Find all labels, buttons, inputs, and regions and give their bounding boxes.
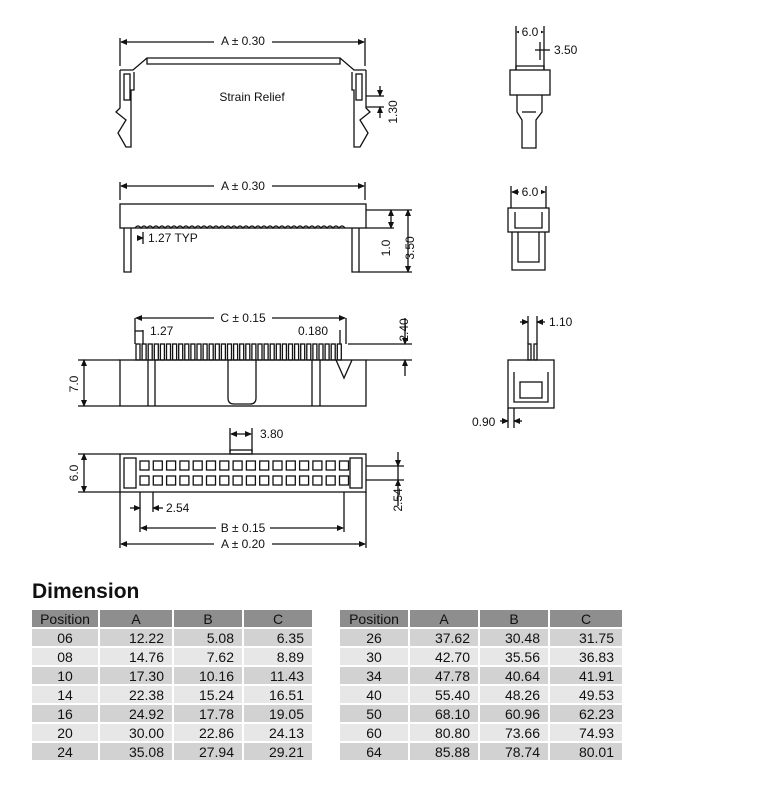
cell-a: 37.62 <box>410 629 478 646</box>
contact-pad <box>140 461 149 470</box>
cell-a: 35.08 <box>100 743 172 760</box>
contact-pad <box>300 461 309 470</box>
cell-c: 19.05 <box>244 705 312 722</box>
pin <box>301 344 305 360</box>
cell-b: 27.94 <box>174 743 242 760</box>
cell-a: 80.80 <box>410 724 478 741</box>
side3-dim-top: 1.10 <box>549 315 573 329</box>
contact-pad <box>180 461 189 470</box>
pin <box>173 344 177 360</box>
top-pitch: 2.54 <box>166 501 190 515</box>
contact-pad <box>340 461 349 470</box>
pin <box>331 344 335 360</box>
contact-pad <box>207 476 216 485</box>
cell-position: 50 <box>340 705 408 722</box>
top-dim-b: B ± 0.15 <box>220 521 266 535</box>
cell-b: 40.64 <box>480 667 548 684</box>
pin <box>264 344 268 360</box>
table-row <box>340 743 622 760</box>
front2-dim-a: A ± 0.30 <box>221 179 265 193</box>
pin <box>282 344 286 360</box>
cell-position: 20 <box>32 724 98 741</box>
pin <box>276 344 280 360</box>
header-c: C <box>244 610 312 627</box>
table-row <box>32 705 312 722</box>
pin <box>319 344 323 360</box>
front-view-body <box>120 182 412 272</box>
cell-position: 30 <box>340 648 408 665</box>
pin <box>191 344 195 360</box>
contact-pad <box>167 461 176 470</box>
cell-a: 24.92 <box>100 705 172 722</box>
cell-a: 22.38 <box>100 686 172 703</box>
table-row <box>32 686 312 703</box>
pin <box>325 344 329 360</box>
strain-relief-label: Strain Relief <box>219 90 285 104</box>
contact-pad <box>273 461 282 470</box>
front3-pitch: 1.27 <box>150 324 174 338</box>
contact-pad <box>180 476 189 485</box>
pin <box>160 344 164 360</box>
cell-position: 60 <box>340 724 408 741</box>
side-view-strain-relief <box>510 26 550 148</box>
pin <box>228 344 232 360</box>
cell-b: 17.78 <box>174 705 242 722</box>
table-row <box>32 724 312 741</box>
cell-a: 30.00 <box>100 724 172 741</box>
pin <box>185 344 189 360</box>
cell-c: 29.21 <box>244 743 312 760</box>
header-b: B <box>174 610 242 627</box>
contact-pad <box>286 476 295 485</box>
contact-pad <box>193 476 202 485</box>
cell-c: 74.93 <box>550 724 622 741</box>
side3-dim-bottom: 0.90 <box>472 415 496 429</box>
contact-pad <box>313 461 322 470</box>
contact-pad <box>340 476 349 485</box>
pin <box>167 344 171 360</box>
top-key-width: 3.80 <box>260 427 284 441</box>
contact-pad <box>300 476 309 485</box>
cell-b: 15.24 <box>174 686 242 703</box>
cell-c: 36.83 <box>550 648 622 665</box>
pin <box>179 344 183 360</box>
cell-b: 35.56 <box>480 648 548 665</box>
cell-position: 34 <box>340 667 408 684</box>
pin <box>295 344 299 360</box>
cell-position: 40 <box>340 686 408 703</box>
cell-b: 7.62 <box>174 648 242 665</box>
cell-b: 48.26 <box>480 686 548 703</box>
table-row <box>340 648 622 665</box>
table-row <box>32 743 312 760</box>
contact-pad <box>260 461 269 470</box>
cell-c: 80.01 <box>550 743 622 760</box>
contact-pad <box>246 461 255 470</box>
pin <box>307 344 311 360</box>
dimension-table-left <box>30 608 314 762</box>
cell-a: 42.70 <box>410 648 478 665</box>
pin <box>337 344 341 360</box>
front3-dim-height: 7.0 <box>67 375 81 393</box>
cell-position: 14 <box>32 686 98 703</box>
contact-pad <box>273 476 282 485</box>
top-dim-a: A ± 0.20 <box>221 537 265 551</box>
pin <box>136 344 140 360</box>
pin <box>234 344 238 360</box>
cell-b: 5.08 <box>174 629 242 646</box>
pin <box>142 344 146 360</box>
cell-a: 12.22 <box>100 629 172 646</box>
cell-c: 8.89 <box>244 648 312 665</box>
cell-a: 17.30 <box>100 667 172 684</box>
cell-b: 60.96 <box>480 705 548 722</box>
side-view-header <box>500 316 554 428</box>
front1-dim-a: A ± 0.30 <box>221 34 265 48</box>
table-row <box>32 648 312 665</box>
pin <box>258 344 262 360</box>
cell-a: 68.10 <box>410 705 478 722</box>
pin <box>289 344 293 360</box>
contact-pad <box>260 476 269 485</box>
header-a: A <box>410 610 478 627</box>
contact-pad <box>326 461 335 470</box>
dimension-title: Dimension <box>32 580 140 603</box>
table-row <box>340 667 622 684</box>
pin <box>209 344 213 360</box>
top-height: 6.0 <box>67 464 81 482</box>
pin <box>154 344 158 360</box>
contact-pad <box>207 461 216 470</box>
cell-b: 22.86 <box>174 724 242 741</box>
table-row <box>340 705 622 722</box>
pin <box>313 344 317 360</box>
front1-dim-side: 1.30 <box>386 100 400 124</box>
contact-pad <box>153 461 162 470</box>
cell-c: 49.53 <box>550 686 622 703</box>
header-position: Position <box>32 610 98 627</box>
contact-pad <box>233 476 242 485</box>
cell-a: 55.40 <box>410 686 478 703</box>
table-row <box>340 629 622 646</box>
contact-pad <box>220 476 229 485</box>
header-b: B <box>480 610 548 627</box>
cell-position: 10 <box>32 667 98 684</box>
cell-c: 11.43 <box>244 667 312 684</box>
cell-b: 30.48 <box>480 629 548 646</box>
contact-pad <box>220 461 229 470</box>
front2-dim-2: 3.50 <box>403 236 417 260</box>
cell-c: 6.35 <box>244 629 312 646</box>
pin <box>270 344 274 360</box>
contact-pad <box>313 476 322 485</box>
header-c: C <box>550 610 622 627</box>
contact-pad <box>167 476 176 485</box>
header-a: A <box>100 610 172 627</box>
table-row <box>32 667 312 684</box>
cell-a: 85.88 <box>410 743 478 760</box>
pin <box>240 344 244 360</box>
pin <box>246 344 250 360</box>
pin <box>221 344 225 360</box>
dimension-table-right <box>338 608 624 762</box>
cell-b: 73.66 <box>480 724 548 741</box>
table-row <box>32 629 312 646</box>
cell-c: 41.91 <box>550 667 622 684</box>
cell-position: 24 <box>32 743 98 760</box>
pin <box>252 344 256 360</box>
contact-pad <box>153 476 162 485</box>
contact-pad <box>246 476 255 485</box>
cell-position: 26 <box>340 629 408 646</box>
front3-dim-c: C ± 0.15 <box>220 311 266 325</box>
cell-c: 24.13 <box>244 724 312 741</box>
cell-a: 47.78 <box>410 667 478 684</box>
front2-dim-1: 1.0 <box>379 239 393 257</box>
cell-position: 08 <box>32 648 98 665</box>
cell-b: 78.74 <box>480 743 548 760</box>
table-row <box>340 724 622 741</box>
front2-pitch: 1.27 TYP <box>148 231 198 245</box>
table-row <box>340 686 622 703</box>
contact-pad <box>286 461 295 470</box>
pin <box>148 344 152 360</box>
side2-dim-width: 6.0 <box>521 185 539 199</box>
contact-pad <box>233 461 242 470</box>
cell-c: 62.23 <box>550 705 622 722</box>
contact-pad <box>193 461 202 470</box>
contact-pad <box>140 476 149 485</box>
front3-pin-length: 2.40 <box>397 318 411 342</box>
pin <box>215 344 219 360</box>
cell-position: 16 <box>32 705 98 722</box>
front-view-header <box>78 318 412 406</box>
cell-a: 14.76 <box>100 648 172 665</box>
cell-c: 31.75 <box>550 629 622 646</box>
pin <box>203 344 207 360</box>
pin <box>197 344 201 360</box>
side1-dim-width: 6.0 <box>521 25 539 39</box>
cell-position: 06 <box>32 629 98 646</box>
cell-position: 64 <box>340 743 408 760</box>
side1-dim-height: 3.50 <box>554 43 578 57</box>
front3-pin: 0.180 <box>298 324 329 338</box>
cell-c: 16.51 <box>244 686 312 703</box>
top-row-pitch: 2.54 <box>391 488 405 512</box>
cell-b: 10.16 <box>174 667 242 684</box>
contact-pad <box>326 476 335 485</box>
header-position: Position <box>340 610 408 627</box>
